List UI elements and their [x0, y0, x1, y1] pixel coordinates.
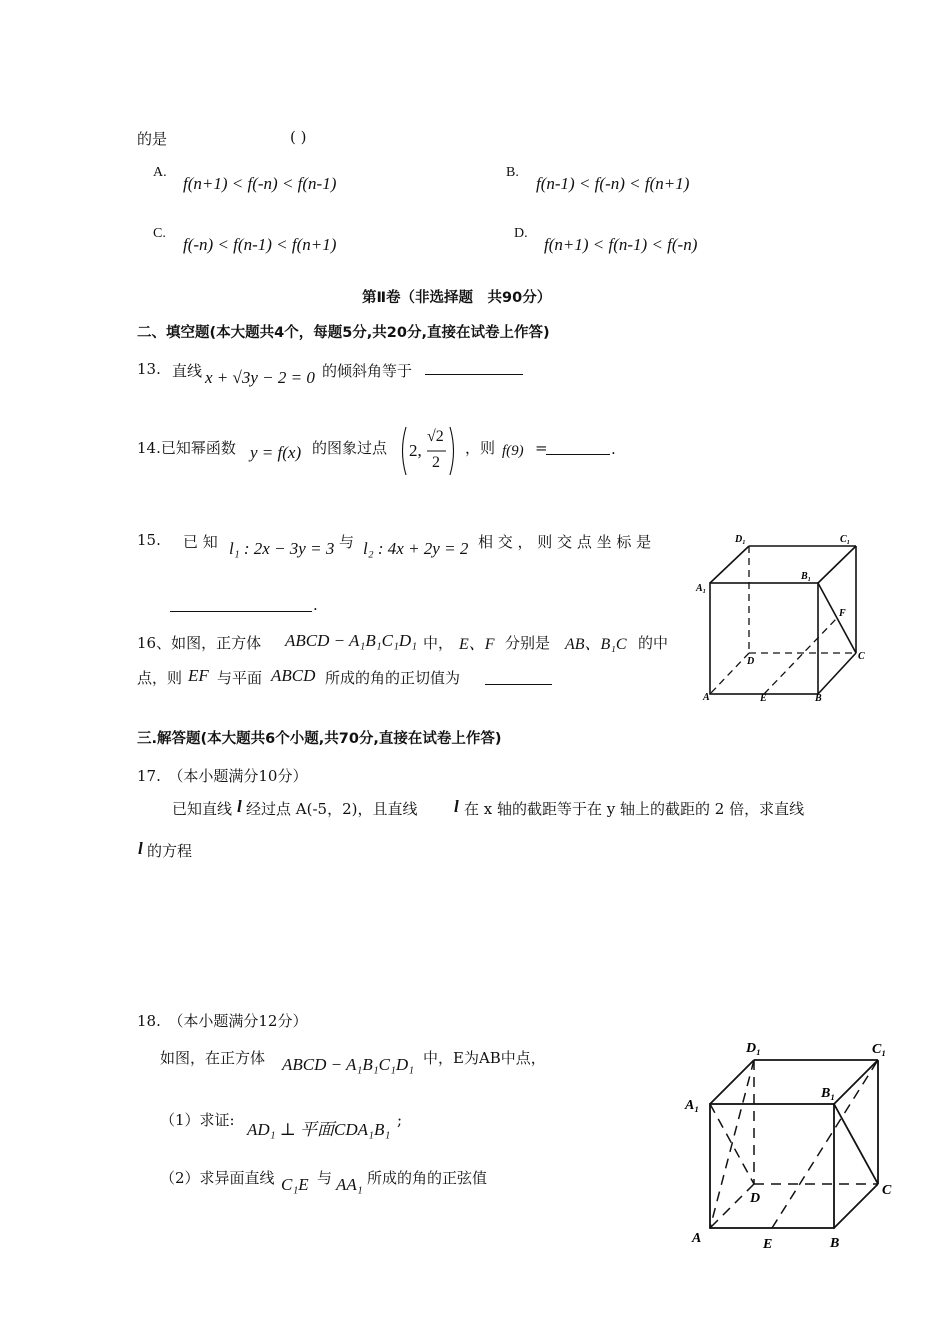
figure2-label-b1: B₁	[821, 1086, 836, 1101]
q18-line1-b: 中，E为AB中点，	[423, 1049, 546, 1067]
q14-point-x: 2,	[409, 441, 422, 460]
q17-l-3: l	[138, 839, 143, 858]
q16-answer-blank[interactable]	[485, 684, 552, 685]
q15-line1: l₁ : 2x − 3y = 3	[229, 539, 335, 558]
q14-equals: =	[535, 439, 548, 457]
q16-points: E、F	[459, 636, 495, 653]
q13-prefix: 直线	[172, 362, 203, 380]
q14-point-denominator: 2	[432, 454, 440, 471]
figure2-label-a1: A₁	[685, 1098, 700, 1113]
figure1-label-b1: B₁	[801, 571, 812, 582]
q12-option-b-label: B.	[506, 165, 519, 180]
q18-part1-end: ;	[397, 1111, 403, 1129]
figure1-label-a1: A₁	[696, 583, 707, 594]
q12-stem-tail: 的是	[137, 130, 168, 148]
q18-part2-mid: 与	[317, 1169, 333, 1187]
figure1-label-d: D	[747, 656, 755, 667]
figure2-label-b: B	[830, 1236, 840, 1251]
q12-answer-paren: ( )	[290, 128, 307, 146]
figure2-label-d: D	[750, 1191, 761, 1206]
q17-line1-c: 在 x 轴的截距等于在 y 轴上的截距的 2 倍，求直线	[464, 800, 805, 818]
q16-line1-end: 的中	[638, 634, 669, 652]
q14-mid: 的图象过点	[312, 439, 388, 457]
q17-line2: 的方程	[147, 842, 193, 860]
figure2-label-e: E	[763, 1237, 773, 1252]
q18-part2-label: （2）求异面直线	[160, 1169, 275, 1187]
q18-cube-name: ABCD − A₁B₁C₁D₁	[282, 1055, 415, 1074]
q15-end: .	[313, 596, 318, 614]
q15-prefix: 已 知	[183, 533, 218, 551]
q18-part2-end: 所成的角的正弦值	[367, 1169, 488, 1187]
q17-l-2: l	[454, 797, 459, 816]
q14-function: y = f(x)	[250, 443, 302, 462]
q14-then: ，则	[465, 439, 496, 457]
q15-answer-blank[interactable]	[170, 611, 312, 612]
q12-option-c-label: C.	[153, 226, 166, 241]
q18-line1-a: 如图，在正方体	[160, 1049, 266, 1067]
figure1-label-a: A	[703, 692, 710, 703]
part2-title: 第Ⅱ卷（非选择题 共90分）	[362, 290, 552, 306]
figure1-label-c: C	[858, 651, 865, 662]
figure2-label-c1: C₁	[872, 1042, 887, 1057]
q17-line1-a: 已知直线	[172, 800, 233, 818]
q16-cube-name: ABCD − A₁B₁C₁D₁	[285, 631, 418, 650]
q18-part2-line1: C₁E	[281, 1175, 309, 1194]
q16-plane: ABCD	[271, 666, 316, 685]
q14-point	[398, 424, 458, 478]
q16-ef: EF	[188, 666, 209, 685]
section2-title: 二、填空题(本大题共4个，每题5分,共20分,直接在试卷上作答)	[137, 325, 550, 341]
q18-part2-line2: AA₁	[336, 1175, 363, 1194]
q12-option-d-expr: f(n+1) < f(n-1) < f(-n)	[544, 235, 698, 254]
figure2-label-a: A	[692, 1231, 702, 1246]
q16-line2-end: 所成的角的正切值为	[325, 669, 461, 687]
q14-answer-blank[interactable]	[546, 454, 610, 455]
q13-answer-blank[interactable]	[425, 374, 523, 375]
q16-edges: AB、B₁C	[565, 636, 627, 653]
q15-line2: l₂ : 4x + 2y = 2	[363, 539, 469, 558]
q18-part1-expr: AD₁ ⊥ 平面CDA₁B₁	[247, 1120, 391, 1139]
q15-suffix: 相 交 ， 则 交 点 坐 标 是	[478, 533, 652, 551]
figure1-label-e: E	[760, 693, 767, 704]
section3-title: 三.解答题(本大题共6个小题,共70分,直接在试卷上作答)	[137, 731, 502, 747]
q12-option-a-label: A.	[153, 165, 167, 180]
q13-suffix: 的倾斜角等于	[322, 362, 413, 380]
q14-ask: f(9)	[502, 443, 524, 459]
figure1-label-c1: C₁	[840, 534, 851, 545]
q16-line1-mid2: 分别是	[505, 634, 551, 652]
q18-part1-label: （1）求证:	[160, 1111, 235, 1129]
q17-line1-b: 经过点 A(-5，2)，且直线	[246, 800, 418, 818]
figure1-cube	[690, 528, 880, 708]
figure2-label-d1: D₁	[746, 1041, 761, 1056]
q16-line2-prefix: 点，则	[137, 669, 183, 687]
figure1-label-b: B	[815, 693, 822, 704]
q12-option-d-label: D.	[514, 226, 528, 241]
q16-line1-mid: 中，	[423, 634, 454, 652]
figure1-label-d1: D₁	[735, 534, 746, 545]
q15-mid: 与	[339, 533, 355, 551]
q18-header: 18. （本小题满分12分）	[137, 1012, 308, 1030]
q15-number: 15.	[137, 531, 161, 549]
q13-number: 13.	[137, 360, 161, 378]
q14-prefix: 14.已知幂函数	[137, 439, 236, 457]
q14-point-numerator: √2	[427, 428, 444, 445]
figure1-label-f: F	[839, 608, 846, 619]
q16-line2-mid: 与平面	[217, 669, 263, 687]
q17-header: 17. （本小题满分10分）	[137, 767, 308, 785]
q16-line1-prefix: 16、如图，正方体	[137, 634, 262, 652]
q13-equation: x + √3y − 2 = 0	[205, 368, 315, 387]
q12-option-b-expr: f(n-1) < f(-n) < f(n+1)	[536, 174, 690, 193]
figure2-label-c: C	[882, 1183, 892, 1198]
q12-option-a-expr: f(n+1) < f(-n) < f(n-1)	[183, 174, 337, 193]
q12-option-c-expr: f(-n) < f(n-1) < f(n+1)	[183, 235, 337, 254]
figure2-cube	[682, 1036, 902, 1256]
q17-l-1: l	[237, 797, 242, 816]
